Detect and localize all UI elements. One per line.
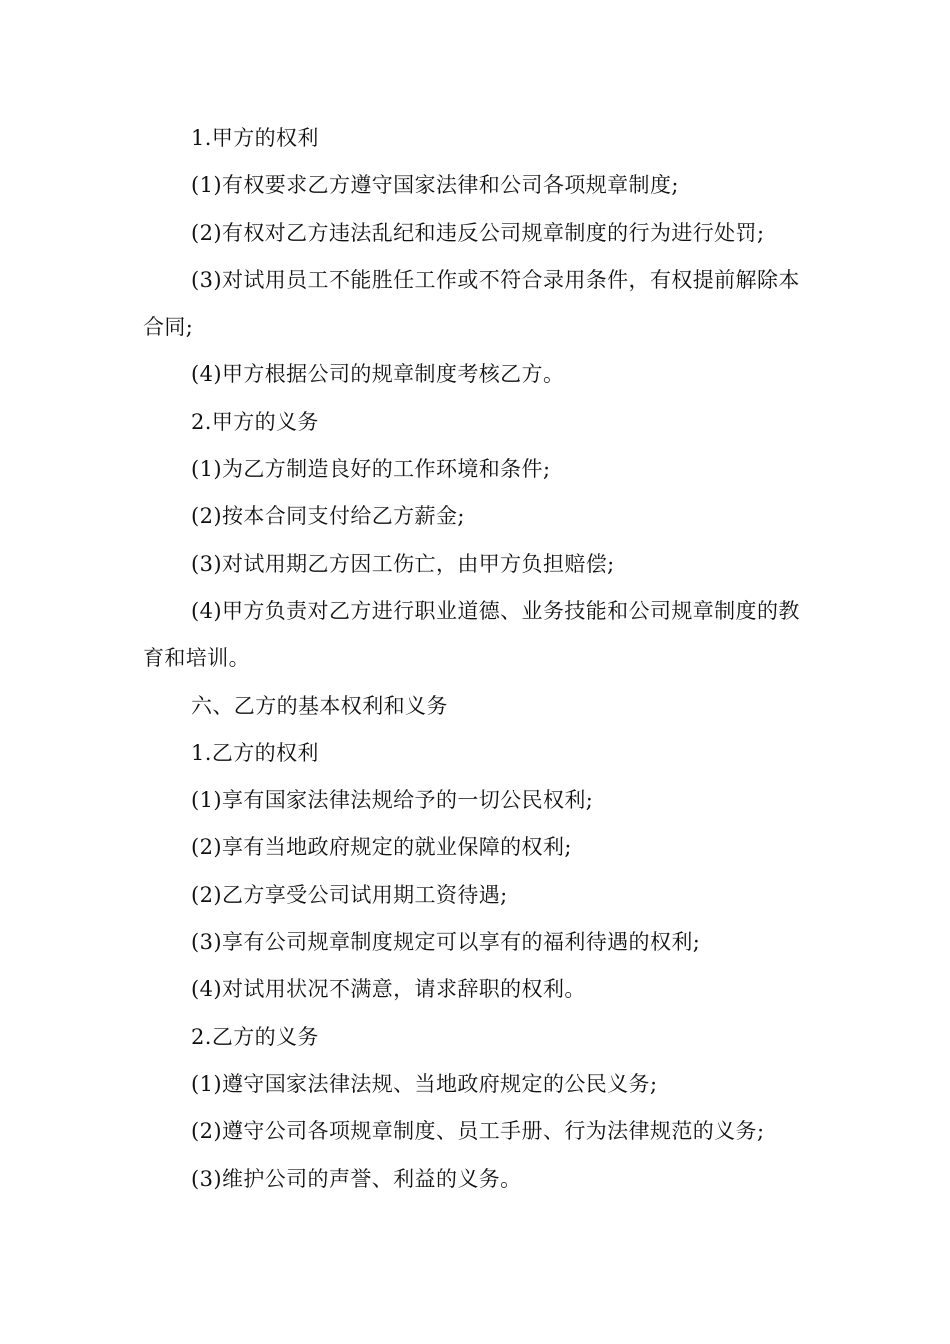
paragraph: (3)享有公司规章制度规定可以享有的福利待遇的权利; xyxy=(191,930,701,955)
paragraph: (4)甲方根据公司的规章制度考核乙方。 xyxy=(191,362,565,387)
paragraph: (3)对试用期乙方因工伤亡，由甲方负担赔偿; xyxy=(191,551,615,576)
paragraph: (3)维护公司的声誉、利益的义务。 xyxy=(191,1166,522,1191)
paragraph: (2)有权对乙方违法乱纪和违反公司规章制度的行为进行处罚; xyxy=(191,220,765,245)
section-heading-party-a-obligations: 2.甲方的义务 xyxy=(191,409,319,434)
paragraph: (1)有权要求乙方遵守国家法律和公司各项规章制度; xyxy=(191,173,679,198)
paragraph: (1)遵守国家法律法规、当地政府规定的公民义务; xyxy=(191,1071,658,1096)
chapter-heading-party-b: 六、乙方的基本权利和义务 xyxy=(191,693,448,718)
section-heading-party-b-obligations: 2.乙方的义务 xyxy=(191,1024,319,1049)
paragraph: (2)遵守公司各项规章制度、员工手册、行为法律规范的义务; xyxy=(191,1119,765,1144)
paragraph: (1)为乙方制造良好的工作环境和条件; xyxy=(191,457,551,482)
paragraph: (1)享有国家法律法规给予的一切公民权利; xyxy=(191,788,594,813)
paragraph: (2)按本合同支付给乙方薪金; xyxy=(191,504,465,529)
paragraph: (2)乙方享受公司试用期工资待遇; xyxy=(191,882,508,907)
paragraph: (2)享有当地政府规定的就业保障的权利; xyxy=(191,835,572,860)
paragraph: (4)甲方负责对乙方进行职业道德、业务技能和公司规章制度的教育和培训。 xyxy=(143,598,800,671)
paragraph: (3)对试用员工不能胜任工作或不符合录用条件，有权提前解除本合同; xyxy=(143,267,800,340)
document-body xyxy=(143,115,811,1203)
paragraph: (4)对试用状况不满意，请求辞职的权利。 xyxy=(191,977,586,1002)
section-heading-party-b-rights: 1.乙方的权利 xyxy=(191,740,319,765)
section-heading-party-a-rights: 1.甲方的权利 xyxy=(191,126,319,150)
